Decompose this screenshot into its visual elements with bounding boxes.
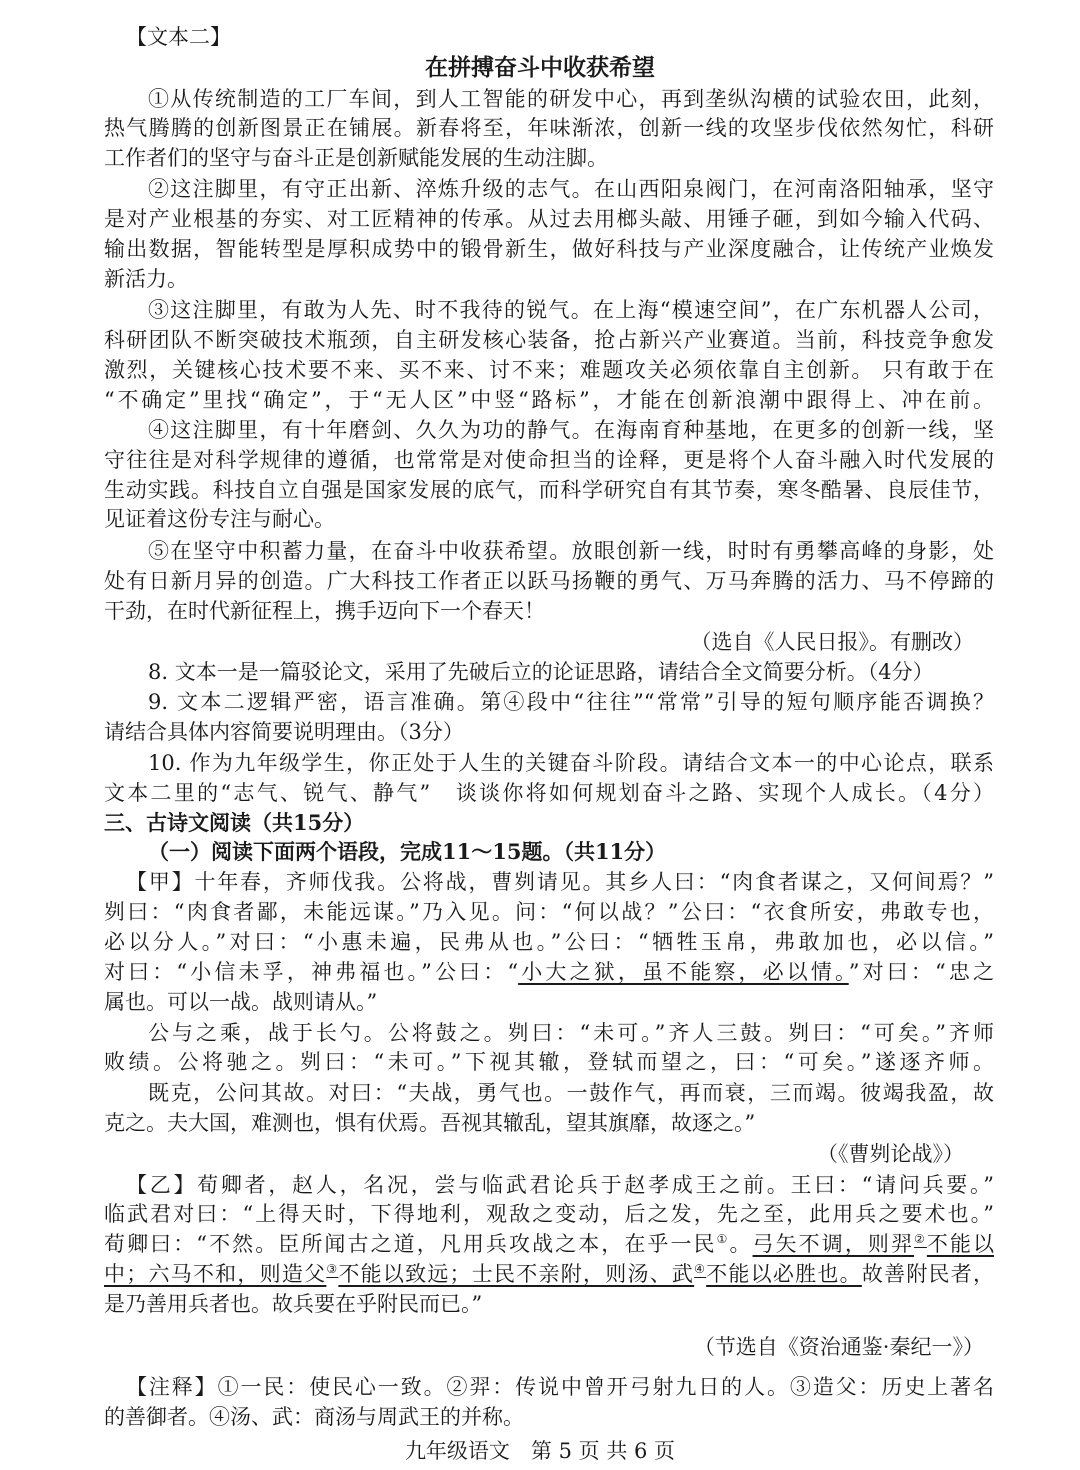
underlined-sentence-yi-4: 不能以致远；士民不亲附，则汤、武 (338, 1262, 695, 1287)
p5-line-1: ⑤在坚守中积蓄力量，在奋斗中收获希望。放眼创新一线，时时有勇攀高峰的身影，处 (148, 539, 994, 564)
p2-line-2: 是对产业根基的夯实、对工匠精神的传承。从过去用榔头敲、用锤子砸，到如今输入代码、 (104, 206, 994, 231)
text2-source: （选自《人民日报》。有删改） (690, 629, 974, 654)
underlined-sentence-yi-5: 不能以必胜也。 (706, 1262, 862, 1287)
question-10-line-2: 文本二里的“志气、锐气、静气” 谈谈你将如何规划奋斗之路、实现个人成长。（4分） (104, 780, 994, 805)
p4-line-3: 生动实践。科技自立自强是国家发展的底气，而科学研究自有其节奏，寒冬酷暑、良辰佳节， (104, 477, 994, 502)
yi-line-4 (104, 1259, 994, 1289)
yi-line-3 (104, 1229, 994, 1259)
underlined-sentence-yi-1: 弓矢不调，则羿 (752, 1232, 915, 1257)
question-9-line-1: 9. 文本二逻辑严密，语言准确。第④段中“往往”“常常”引导的短句顺序能否调换？ (148, 690, 994, 715)
jia-line-3: 必以分人。”对曰：“小惠未遍，民弗从也。”公曰：“牺牲玉帛，弗敢加也，必以信。” (104, 930, 994, 954)
p1-line-1: ①从传统制造的工厂车间，到人工智能的研发中心，再到垄纵沟横的试验农田，此刻， (148, 86, 994, 111)
section-3-heading: 三、古诗文阅读（共15分） (104, 809, 365, 835)
yi-line-4-post: 故善附民者， (861, 1262, 994, 1287)
underlined-sentence-yi-3: 中；六马不和，则造父 (104, 1262, 327, 1287)
yi-source: （节选自《资治通鉴·秦纪一》） (693, 1335, 984, 1359)
yi-line-5 (104, 1289, 994, 1322)
question-8: 8. 文本一是一篇驳论文，采用了先破后立的论证思路，请结合全文简要分析。（4分） (148, 660, 934, 685)
jia-line-6: 公与之乘，战于长勺。公将鼓之。刿曰：“未可。”齐人三鼓。刿曰：“可矣。”齐师 (148, 1020, 994, 1045)
note-marker-4: ④ (694, 1262, 707, 1277)
p3-line-2: 科研团队不断突破技术瓶颈，自主研发核心装备，抢占新兴产业赛道。当前，科技竞争愈发 (104, 328, 994, 353)
jia-line-8: 既克，公问其故。对曰：“夫战，勇气也。一鼓作气，再而衰，三而竭。彼竭我盈，故 (148, 1081, 994, 1106)
p1-line-2: 热气腾腾的创新图景正在铺展。新春将至，年味渐浓，创新一线的攻坚步伐依然匆忙，科研 (104, 116, 994, 141)
p5-line-2: 处有日新月异的创造。广大科技工作者正以跃马扬鞭的勇气、万马奔腾的活力、马不停蹄的 (104, 568, 994, 593)
p3-line-1: ③这注脚里，有敢为人先、时不我待的锐气。在上海“模速空间”，在广东机器人公司， (148, 298, 994, 323)
yi-line-5-text: 是乃善用兵者也。故兵要在乎附民而已。” (104, 1292, 483, 1316)
jia-line-4 (104, 957, 994, 987)
underlined-sentence-jia: 小大之狱，虽不能察，必以情。 (518, 959, 849, 984)
jia-line-1: 【甲】十年春，齐师伐我。公将战，曹刿请见。其乡人曰：“肉食者谋之，又何间焉？” (126, 870, 994, 895)
question-9-line-2: 请结合具体内容简要说明理由。（3分） (104, 720, 464, 745)
p3-line-3: 激烈，关键核心技术要不来、买不来、讨不来；难题攻关必须依靠自主创新。 只有敢于在 (104, 358, 994, 383)
text2-label: 【文本二】 (126, 25, 231, 49)
p4-line-1: ④这注脚里，有十年磨剑、久久为功的静气。在海南育种基地，在更多的创新一线，坚 (148, 417, 994, 442)
question-10-line-1: 10. 作为九年级学生，你正处于人生的关键奋斗阶段。请结合文本一的中心论点，联系 (148, 750, 994, 775)
jia-line-4-pre: 对曰：“小信未孚，神弗福也。”公曰：“ (104, 959, 519, 984)
jia-line-2: 刿曰：“肉食者鄙，未能远谋。”乃入见。问：“何以战？”公曰：“衣食所安，弗敢专也， (104, 900, 994, 925)
notes-line-1: 【注释】①一民：使民心一致。②羿：传说中曾开弓射九日的人。③造父：历史上著名 (126, 1375, 994, 1399)
jia-source: （《曹刿论战》） (817, 1141, 964, 1166)
notes-line-2: 的善御者。④汤、武：商汤与周武王的并称。 (104, 1405, 524, 1429)
yi-line-2: 临武君对曰：“上得天时，下得地利，观敌之变动，后之发，先之至，此用兵之要术也。” (104, 1202, 994, 1227)
jia-line-4-post: ”对曰：“忠之 (848, 959, 994, 984)
article-title: 在拼搏奋斗中收获希望 (425, 53, 655, 81)
jia-line-9: 克之。夫大国，难测也，惧有伏焉。吾视其辙乱，望其旗靡，故逐之。” (104, 1111, 756, 1135)
note-marker-1: ① (716, 1232, 730, 1247)
p2-line-1: ②这注脚里，有守正出新、淬炼升级的志气。在山西阳泉阀门，在河南洛阳轴承，坚守 (148, 177, 994, 202)
yi-line-3-pre: 荀卿曰：“不然。臣所闻古之道，凡用兵攻战之本，在乎一民 (104, 1232, 717, 1257)
section-3-subheading: （一）阅读下面两个语段，完成11～15题。（共11分） (148, 839, 667, 865)
underlined-sentence-yi-2: 不能以 (926, 1232, 994, 1257)
p2-line-3: 输出数据，智能转型是厚积成势中的锻骨新生，做好科技与产业深度融合，让传统产业焕发 (104, 236, 994, 261)
note-marker-2: ② (914, 1232, 927, 1247)
p4-line-4: 见证着这份专注与耐心。 (104, 507, 335, 532)
page-footer: 九年级语文 第 5 页 共 6 页 (404, 1439, 676, 1463)
jia-line-7: 败绩。公将驰之。刿曰：“未可。”下视其辙，登轼而望之，曰：“可矣。”遂逐齐师。 (104, 1050, 994, 1075)
jia-line-5: 属也。可以一战。战则请从。” (104, 989, 378, 1014)
yi-line-1: 【乙】荀卿者，赵人，名况，尝与临武君论兵于赵孝成王之前。王曰：“请问兵要。” (126, 1172, 994, 1197)
yi-period: 。 (729, 1232, 753, 1257)
p2-line-4: 新活力。 (104, 266, 188, 291)
p4-line-2: 守往往是对科学规律的遵循，也常常是对使命担当的诠释，更是将个人奋斗融入时代发展的 (104, 447, 994, 472)
p5-line-3: 干劲，在时代新征程上，携手迈向下一个春天！ (104, 598, 545, 623)
p3-line-4: “不确定”里找“确定”，于“无人区”中竖“路标”，才能在创新浪潮中跟得上、冲在前。 (104, 387, 994, 412)
note-marker-3: ③ (326, 1262, 339, 1277)
p1-line-3: 工作者们的坚守与奋斗正是创新赋能发展的生动注脚。 (104, 146, 608, 171)
